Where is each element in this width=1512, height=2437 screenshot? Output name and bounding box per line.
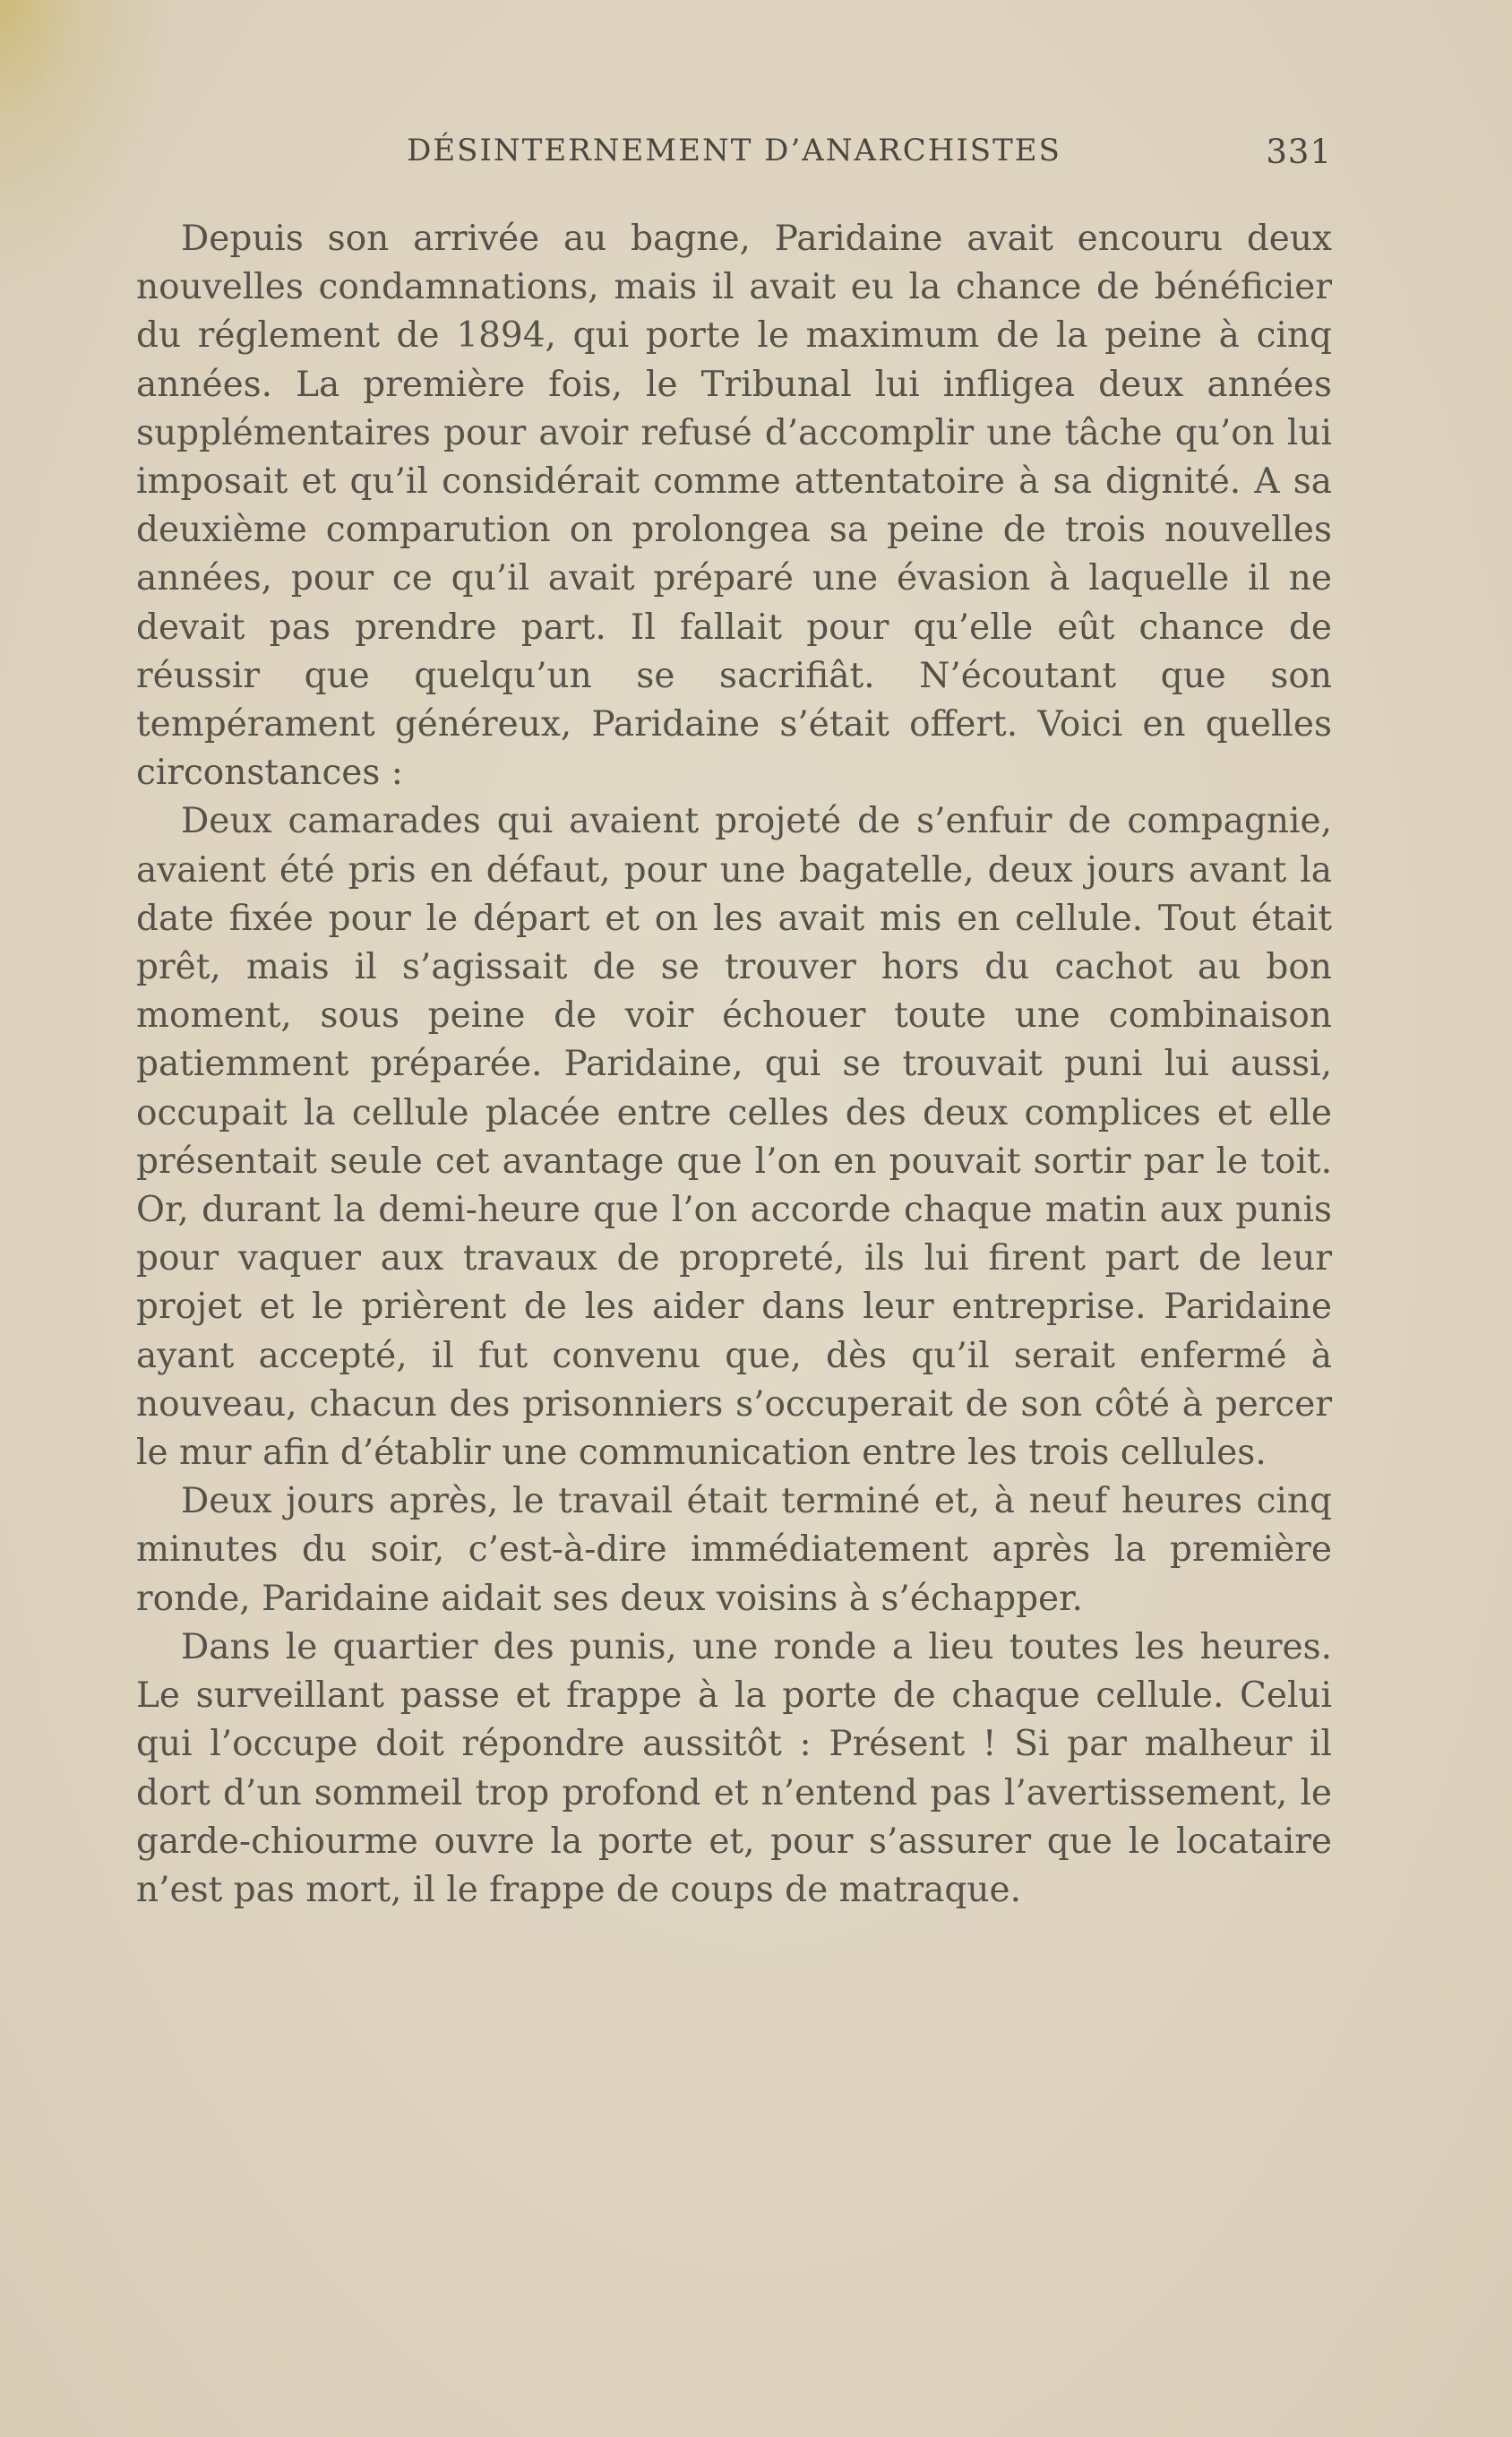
paragraph: Depuis son arrivée au bagne, Paridaine avait encouru deux nouvelles condamnations, mais il avait eu la chance de bénéficier du réglement de 1894, qui porte le maximum de la peine à cinq années. La première fois, le Tribunal lui infligea deux années supplémentaires pour avoir refusé d’accomplir une tâche qu’on lui imposait et qu’il considérait comme attentatoire à sa dignité. A sa deuxième comparution on prolongea sa peine de trois nouvelles années, pour ce qu’il avait préparé une évasion à laquelle il ne devait pas prendre part. Il fallait pour qu’elle eût chance de réussir que quelqu’un se sacrifiât. N’écoutant que son tempérament généreux, Paridaine s’était offert. Voici en quelles circonstances : [136,219,1332,794]
paragraph: Deux camarades qui avaient projeté de s’enfuir de compagnie, avaient été pris en défaut, pour une bagatelle, deux jours avant la date fixée pour le départ et on les avait mis en cellule. Tout était prêt, mais il s’agissait de se trouver hors du cachot au bon moment, sous peine de voir échouer toute une combinaison patiemment préparée. Paridaine, qui se trouvait puni lui aussi, occupait la cellule placée entre celles des deux complices et elle présentait seule cet avantage que l’on en pouvait sortir par le toit. Or, durant la demi-heure que l’on accorde chaque matin aux punis pour vaquer aux travaux de propreté, ils lui firent part de leur projet et le prièrent de les aider dans leur entreprise. Paridaine ayant accepté, il fut convenu que, dès qu’il serait enfermé à nouveau, chacun des prisonniers s’occuperait de son côté à percer le mur afin d’établir une communication entre les trois cellules. [136,801,1332,1474]
page-number: 331 [1266,133,1332,171]
running-title: DÉSINTERNEMENT D’ANARCHISTES [407,133,1061,168]
paragraph: Dans le quartier des punis, une ronde a lieu toutes les heures. Le surveillant passe et frappe à la porte de chaque cellule. Celui qui l’occupe doit répondre aussitôt : Présent ! Si par malheur il dort d’un sommeil trop profond et n’entend pas l’avertissement, le garde-chiourme ouvre la porte et, pour s’assurer que le locataire n’est pas mort, il le frappe de coups de matraque. [136,1626,1332,1910]
body-text [136,215,1332,1915]
running-head [136,133,1332,172]
paragraph: Deux jours après, le travail était terminé et, à neuf heures cinq minutes du soir, c’est-à-dire immédiatement après la première ronde, Paridaine aidait ses deux voisins à s’échapper. [136,1481,1332,1619]
